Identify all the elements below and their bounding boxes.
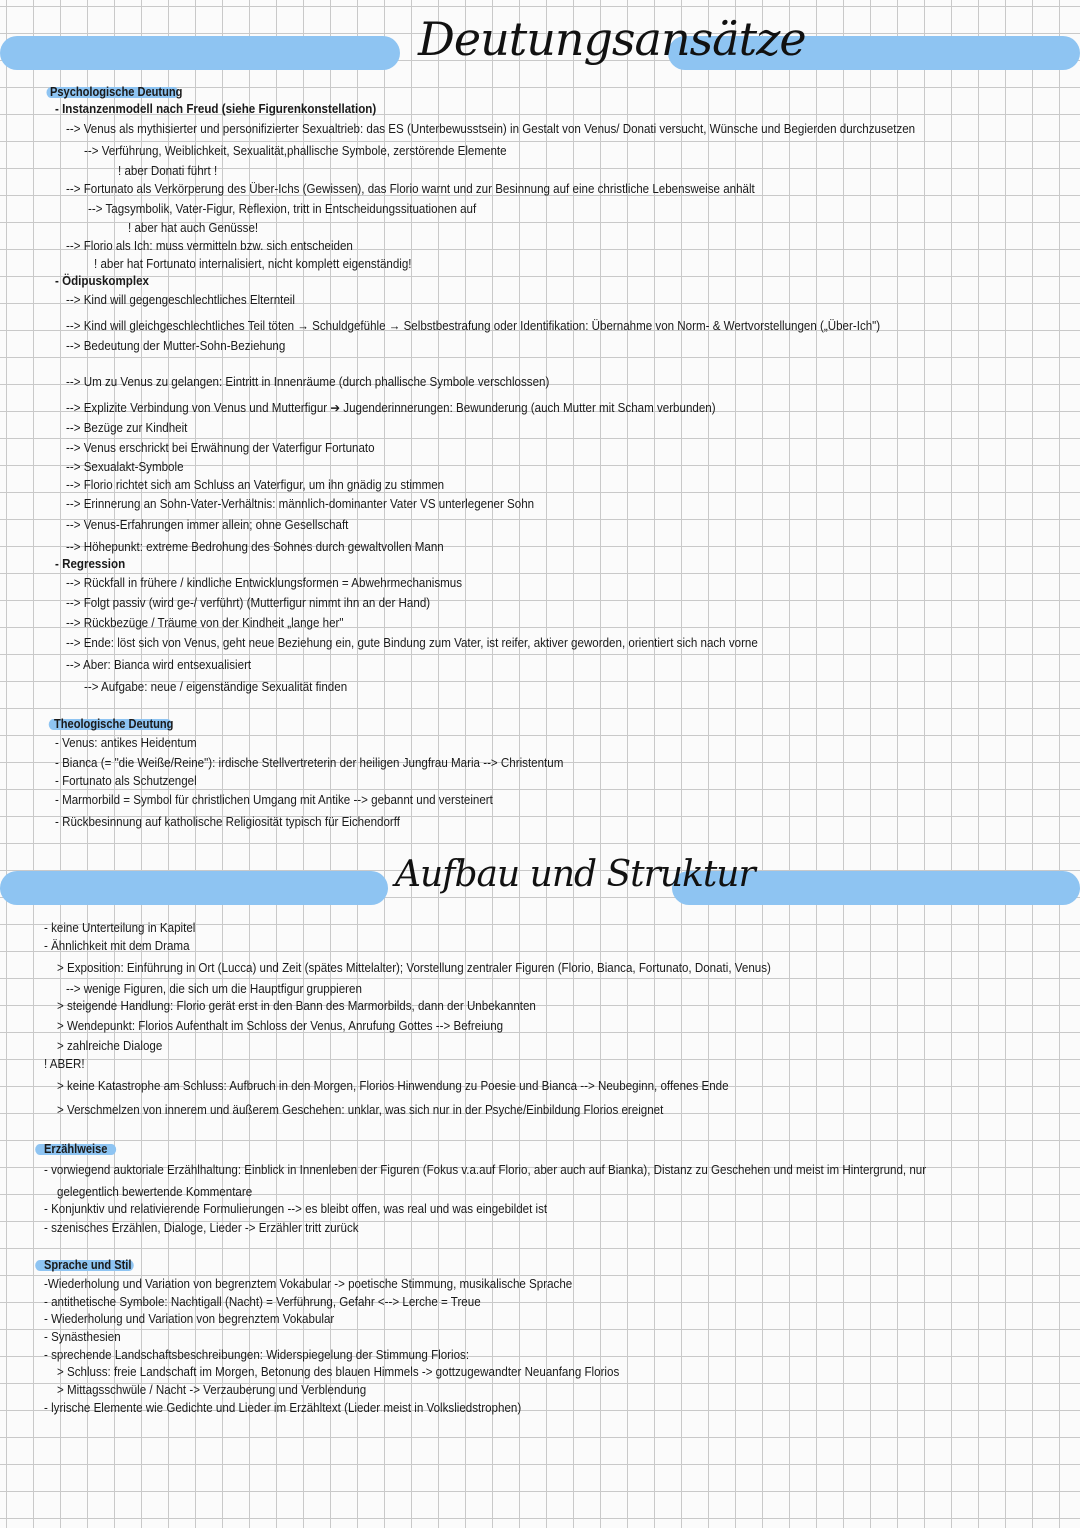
- text-line: ! aber Donati führt !: [118, 164, 218, 178]
- text-line: --> Rückfall in frühere / kindliche Entwicklungsformen = Abwehrmechanismus: [66, 576, 463, 590]
- text-line: > zahlreiche Dialoge: [57, 1039, 163, 1053]
- text-line: - Bianca (= "die Weiße/Reine"): irdische Stellvertreterin der heiligen Jungfrau Maria --> Christentum: [55, 756, 564, 770]
- text-line: - Marmorbild = Symbol für christlichen Umgang mit Antike --> gebannt und versteinert: [55, 793, 493, 807]
- text-line: - Regression: [55, 557, 126, 571]
- text-line: - Konjunktiv und relativierende Formulierungen --> es bleibt offen, was real und was eingebildet ist: [44, 1202, 548, 1216]
- text-line: > steigende Handlung: Florio gerät erst in den Bann des Marmorbilds, dann der Unbekannten: [57, 999, 536, 1013]
- text-line: --> Florio richtet sich am Schluss an Vaterfigur, um ihn gnädig zu stimmen: [66, 478, 445, 492]
- text-line: --> Um zu Venus zu gelangen: Eintritt in Innenräume (durch phallische Symbole verschlossen): [66, 375, 550, 389]
- heading-theologische-deutung: Theologische Deutung: [54, 716, 173, 732]
- text-line: --> Kind will gegengeschlechtliches Elternteil: [66, 293, 295, 307]
- text-line: --> Tagsymbolik, Vater-Figur, Reflexion, tritt in Entscheidungssituationen auf: [88, 202, 477, 216]
- text-line: --> Fortunato als Verkörperung des Über-Ichs (Gewissen), das Florio warnt und zur Besinnung auf eine christliche Lebensweise anhält: [66, 182, 755, 196]
- text-line: --> Aber: Bianca wird entsexualisiert: [66, 658, 252, 672]
- text-line: > Exposition: Einführung in Ort (Lucca) und Zeit (spätes Mittelalter); Vorstellung zentraler Figuren (Florio, Bianca, Fortunato, Donati, Venus): [57, 961, 771, 975]
- text-line: - antithetische Symbole: Nachtigall (Nacht) = Verführung, Gefahr <--> Lerche = Treue: [44, 1295, 481, 1309]
- text-line: --> Venus erschrickt bei Erwähnung der Vaterfigur Fortunato: [66, 441, 375, 455]
- text-line: --> Höhepunkt: extreme Bedrohung des Sohnes durch gewaltvollen Mann: [66, 540, 444, 554]
- text-line: -Wiederholung und Variation von begrenztem Vokabular -> poetische Stimmung, musikalische Sprache: [44, 1277, 573, 1291]
- text-line: --> Aufgabe: neue / eigenständige Sexualität finden: [84, 680, 348, 694]
- text-line: - Synästhesien: [44, 1330, 121, 1344]
- text-line: --> Verführung, Weiblichkeit, Sexualität,phallische Symbole, zerstörende Elemente: [84, 144, 507, 158]
- heading-erzaehlweise: Erzählweise: [44, 1141, 107, 1157]
- text-line: > Verschmelzen von innerem und äußerem Geschehen: unklar, was sich nur in der Psyche/Einbildung Florios ereignet: [57, 1103, 664, 1117]
- header-band-left: [0, 36, 400, 70]
- text-line: > Mittagsschwüle / Nacht -> Verzauberung und Verblendung: [57, 1383, 367, 1397]
- text-line: ! aber hat Fortunato internalisiert, nicht komplett eigenständig!: [94, 257, 412, 271]
- text-line: --> Erinnerung an Sohn-Vater-Verhältnis: männlich-dominanter Vater VS unterlegener Sohn: [66, 497, 535, 511]
- text-line: --> Bezüge zur Kindheit: [66, 421, 188, 435]
- text-line: - Ödipuskomplex: [55, 274, 149, 288]
- text-line: - Ähnlichkeit mit dem Drama: [44, 939, 190, 953]
- text-line: --> Ende: löst sich von Venus, geht neue Beziehung ein, gute Bindung zum Vater, ist reifer, aktiver geworden, orientiert sich nach vorne: [66, 636, 758, 650]
- text-line: --> Bedeutung der Mutter-Sohn-Beziehung: [66, 339, 286, 353]
- text-line: - lyrische Elemente wie Gedichte und Lieder im Erzähltext (Lieder meist in Volksliedstrophen): [44, 1401, 522, 1415]
- text-line: - sprechende Landschaftsbeschreibungen: Widerspiegelung der Stimmung Florios:: [44, 1348, 470, 1362]
- text-line: - Instanzenmodell nach Freud (siehe Figurenkonstellation): [55, 102, 377, 116]
- text-line: - Rückbesinnung auf katholische Religiosität typisch für Eichendorff: [55, 815, 400, 829]
- text-line: --> Folgt passiv (wird ge-/ verführt) (Mutterfigur nimmt ihn an der Hand): [66, 596, 431, 610]
- text-line: --> Venus-Erfahrungen immer allein; ohne Gesellschaft: [66, 518, 349, 532]
- text-line: --> Explizite Verbindung von Venus und Mutterfigur ➔ Jugenderinnerungen: Bewunderung (auch Mutter mit Scham verbunden): [66, 401, 716, 415]
- text-line: ! ABER!: [44, 1057, 85, 1071]
- text-line: - Fortunato als Schutzengel: [55, 774, 197, 788]
- text-line: --> Florio als Ich: muss vermitteln bzw. sich entscheiden: [66, 239, 353, 253]
- text-line: - vorwiegend auktoriale Erzählhaltung: Einblick in Innenleben der Figuren (Fokus v.a.auf Florio, aber auch auf Bianka), Distanz zu Geschehen und meist im Hintergrund, nur: [44, 1163, 927, 1177]
- text-line: --> Venus als mythisierter und personifizierter Sexualtrieb: das ES (Unterbewusstsein) in Gestalt von Venus/ Donati versucht, Wünsche und Begierden durchzusetzen: [66, 122, 916, 136]
- text-line: - szenisches Erzählen, Dialoge, Lieder -> Erzähler tritt zurück: [44, 1221, 359, 1235]
- text-line: - Venus: antikes Heidentum: [55, 736, 197, 750]
- text-line: > Wendepunkt: Florios Aufenthalt im Schloss der Venus, Anrufung Gottes --> Befreiung: [57, 1019, 504, 1033]
- text-line: > Schluss: freie Landschaft im Morgen, Betonung des blauen Himmels -> gottzugewandter Neuanfang Florios: [57, 1365, 620, 1379]
- text-line: --> Sexualakt-Symbole: [66, 460, 184, 474]
- section-title-deutungsansaetze: Deutungsansätze: [418, 12, 806, 66]
- heading-psychologische-deutung: Psychologische Deutung: [50, 84, 182, 100]
- header-band-left: [0, 871, 388, 905]
- text-line: --> Rückbezüge / Träume von der Kindheit „lange her": [66, 616, 344, 630]
- text-line: gelegentlich bewertende Kommentare: [57, 1185, 253, 1199]
- text-line: - Wiederholung und Variation von begrenztem Vokabular: [44, 1312, 335, 1326]
- heading-sprache-und-stil: Sprache und Stil: [44, 1257, 131, 1273]
- text-line: --> Kind will gleichgeschlechtliches Teil töten → Schuldgefühle → Selbstbestrafung oder Identifikation: Übernahme von Norm- & Wertvorstellungen („Über-Ich"): [66, 319, 881, 333]
- section-title-aufbau-und-struktur: Aufbau und Struktur: [395, 854, 755, 895]
- text-line: > keine Katastrophe am Schluss: Aufbruch in den Morgen, Florios Hinwendung zu Poesie und Bianca --> Neubeginn, offenes Ende: [57, 1079, 729, 1093]
- text-line: --> wenige Figuren, die sich um die Hauptfigur gruppieren: [66, 982, 362, 996]
- text-line: - keine Unterteilung in Kapitel: [44, 921, 196, 935]
- text-line: ! aber hat auch Genüsse!: [128, 221, 259, 235]
